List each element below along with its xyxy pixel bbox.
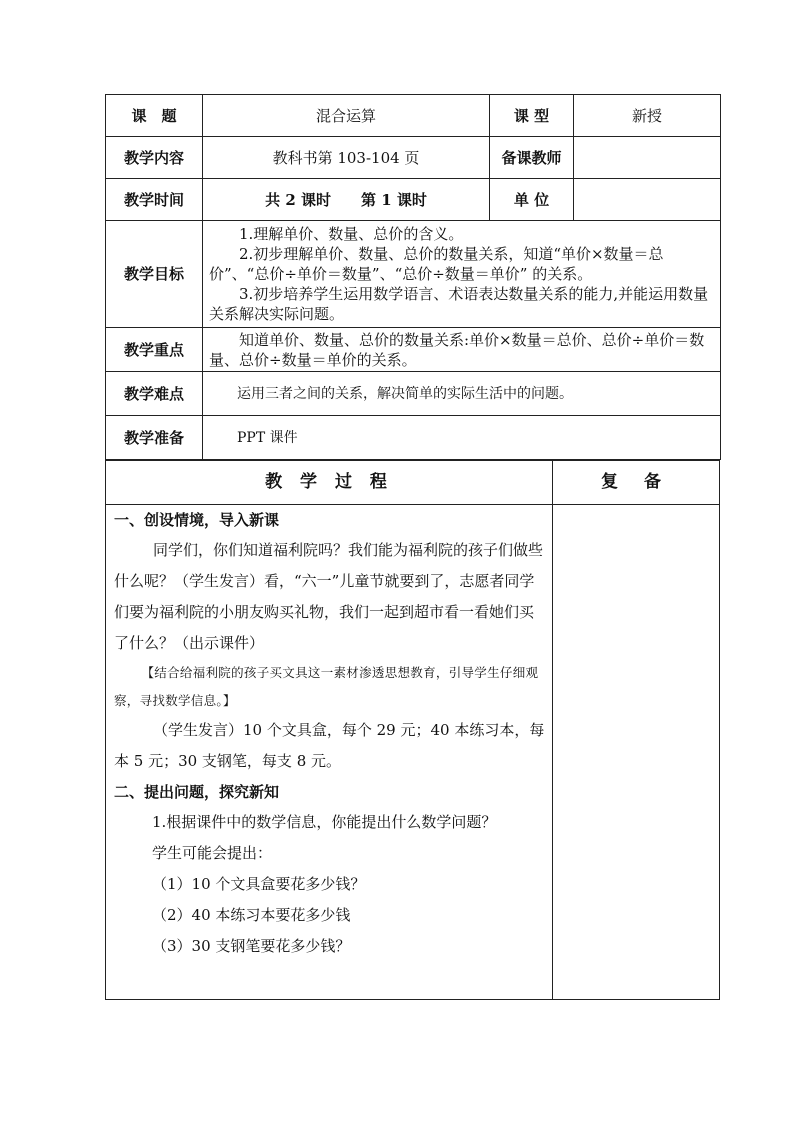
- time-value: 共 2 课时 第 1 课时: [203, 179, 490, 221]
- teacher-value: [574, 137, 721, 179]
- key-text: 知道单价、数量、总价的数量关系:单价×数量＝总价、总价÷单价＝数量、总价÷数量＝单价的关系。: [203, 328, 721, 372]
- label-key: 教学重点: [106, 328, 203, 372]
- section-1-title: 一、创设情境，导入新课: [114, 511, 280, 529]
- label-type: 课 型: [490, 95, 574, 137]
- row-goals: [106, 221, 721, 328]
- goal-line-1: 1.理解单价、数量、总价的含义。: [239, 225, 464, 243]
- question-item-2: （2）40 本练习本要花多少钱: [152, 906, 351, 924]
- process-content: [114, 505, 546, 962]
- lesson-info-table: [105, 94, 721, 460]
- column-divider: [552, 461, 553, 999]
- process-header: [106, 461, 719, 505]
- section-1-paragraph: 同学们，你们知道福利院吗？我们能为福利院的孩子们做些什么呢？（学生发言）看，“六一”儿童节就要到了，志愿者同学们要为福利院的小朋友购买礼物，我们一起到超市看一看她们买了什么？（出示课件）: [114, 541, 544, 652]
- prep-text: PPT 课件: [203, 416, 721, 460]
- may-ask: 学生可能会提出：: [152, 844, 273, 862]
- goal-line-3: 3.初步培养学生运用数学语言、术语表达数量关系的能力,并能运用数量关系解决实际问题。: [209, 285, 709, 323]
- teaching-process-table: [105, 460, 720, 1000]
- question-item-1: （1）10 个文具盒要花多少钱？: [152, 875, 366, 893]
- content-value: 教科书第 103-104 页: [203, 137, 490, 179]
- row-key: [106, 328, 721, 372]
- process-heading: 教 学 过 程: [265, 472, 393, 492]
- goal-line-2: 2.初步理解单价、数量、总价的数量关系，知道“单价×数量＝总价”、“总价÷单价＝数量”、“总价÷数量＝单价” 的关系。: [209, 245, 664, 283]
- row-time: [106, 179, 721, 221]
- review-heading: 复 备: [601, 472, 671, 492]
- question-item-3: （3）30 支钢笔要花多少钱？: [152, 937, 351, 955]
- question-intro: 1.根据课件中的数学信息，你能提出什么数学问题？: [152, 813, 497, 831]
- topic-value: 混合运算: [203, 95, 490, 137]
- unit-value: [574, 179, 721, 221]
- label-difficulty: 教学难点: [106, 372, 203, 416]
- teaching-note: 【结合给福利院的孩子买文具这一素材渗透思想教育，引导学生仔细观察，寻找数学信息。】: [114, 665, 539, 708]
- label-content: 教学内容: [106, 137, 203, 179]
- row-prep: [106, 416, 721, 460]
- student-info: （学生发言）10 个文具盒，每个 29 元；40 本练习本，每本 5 元；30 支钢笔，每支 8 元。: [114, 721, 545, 770]
- label-teacher: 备课教师: [490, 137, 574, 179]
- difficulty-text: 运用三者之间的关系，解决简单的实际生活中的问题。: [203, 372, 721, 416]
- row-difficulty: [106, 372, 721, 416]
- type-value: 新授: [574, 95, 721, 137]
- row-topic: [106, 95, 721, 137]
- label-time: 教学时间: [106, 179, 203, 221]
- row-content: [106, 137, 721, 179]
- label-goals: 教学目标: [106, 221, 203, 328]
- label-prep: 教学准备: [106, 416, 203, 460]
- label-topic: 课 题: [106, 95, 203, 137]
- section-2-title: 二、提出问题，探究新知: [114, 783, 280, 801]
- goals-cell: [203, 221, 721, 328]
- label-unit: 单 位: [490, 179, 574, 221]
